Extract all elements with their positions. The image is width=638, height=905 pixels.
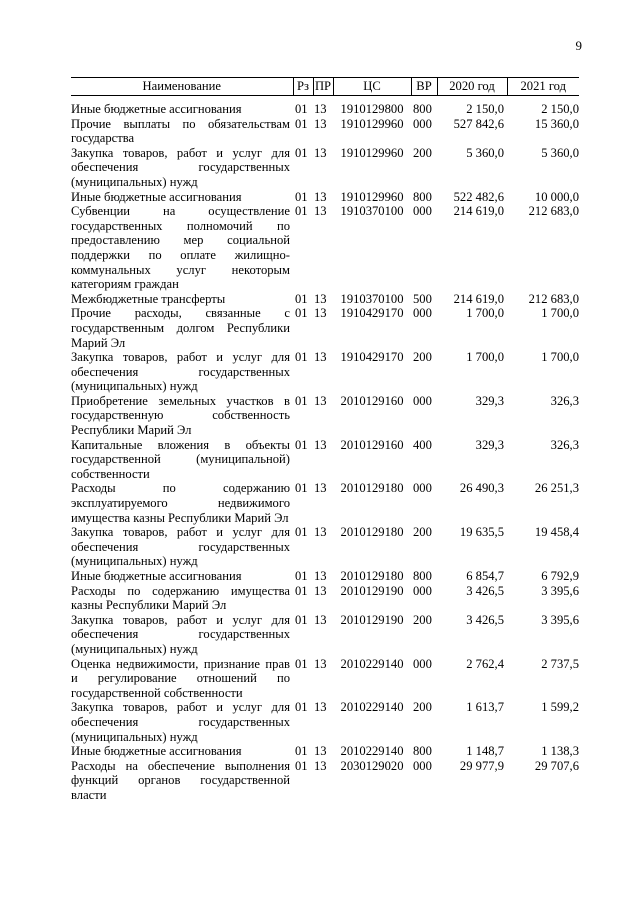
amount-2021-cell: 1 700,0	[541, 350, 579, 365]
cs-cell: 1910429170	[340, 306, 404, 321]
cs-cell: 2010229140	[340, 656, 404, 671]
pr-cell: 13	[314, 569, 327, 583]
table-row	[71, 759, 579, 803]
pr-cell: 13	[314, 612, 327, 627]
pr-cell: 13	[314, 481, 327, 496]
amount-2020-cell: 522 482,6	[453, 189, 504, 204]
cs-cell: 2010129180	[340, 525, 404, 540]
amount-2020-cell: 1 700,0	[466, 306, 504, 321]
pr-cell: 13	[314, 145, 327, 160]
table-row	[71, 190, 579, 205]
amount-2020-cell: 29 977,9	[459, 758, 504, 773]
name-cell: Субвенции на осуществление государственных полномочий по предоставлению мер социальной поддержки по оплате жилищно-коммунальных услуг некоторым категориям граждан	[71, 204, 290, 292]
vr-cell: 800	[413, 189, 432, 204]
table-row	[71, 700, 579, 744]
cs-cell: 1910370100	[340, 291, 404, 306]
table-row	[71, 146, 579, 190]
header-row	[71, 78, 579, 96]
pr-cell: 13	[314, 189, 327, 204]
vr-cell: 800	[413, 744, 432, 759]
name-cell: Иные бюджетные ассигнования	[71, 744, 242, 759]
header-pr: ПР	[313, 78, 333, 96]
vr-cell: 500	[413, 291, 432, 306]
pr-cell: 13	[314, 583, 327, 598]
cs-cell: 1910129960	[340, 116, 404, 131]
cs-cell: 1910429170	[340, 350, 404, 365]
amount-2021-cell: 2 737,5	[541, 656, 579, 671]
amount-2021-cell: 3 395,6	[541, 583, 579, 598]
amount-2020-cell: 1 700,0	[466, 350, 504, 365]
budget-table-container	[71, 77, 579, 803]
pr-cell: 13	[314, 116, 327, 131]
rz-cell: 01	[295, 204, 308, 219]
table-row	[71, 96, 579, 117]
cs-cell: 2010129160	[340, 393, 404, 408]
name-cell: Иные бюджетные ассигнования	[71, 189, 242, 204]
amount-2021-cell: 19 458,4	[534, 525, 579, 540]
pr-cell: 13	[314, 437, 327, 452]
amount-2021-cell: 1 138,3	[541, 744, 579, 759]
vr-cell: 400	[413, 437, 432, 452]
amount-2021-cell: 29 707,6	[534, 758, 579, 773]
rz-cell: 01	[295, 350, 308, 365]
amount-2021-cell: 26 251,3	[534, 481, 579, 496]
rz-cell: 01	[295, 102, 308, 116]
table-row	[71, 438, 579, 482]
pr-cell: 13	[314, 291, 327, 306]
name-cell: Прочие расходы, связанные с государственным долгом Республики Марий Эл	[71, 306, 290, 350]
header-vr: ВР	[411, 78, 437, 96]
table-row	[71, 584, 579, 613]
cs-cell: 2010229140	[340, 744, 404, 759]
name-cell: Приобретение земельных участков в государственную собственность Республики Марий Эл	[71, 393, 290, 438]
name-cell: Закупка товаров, работ и услуг для обеспечения государственных (муниципальных) нужд	[71, 700, 290, 744]
name-cell: Расходы по содержанию имущества казны Республики Марий Эл	[71, 583, 290, 613]
header-cs: ЦС	[333, 78, 411, 96]
header-name: Наименование	[71, 78, 293, 96]
amount-2020-cell: 1 613,7	[466, 700, 504, 715]
name-cell: Иные бюджетные ассигнования	[71, 102, 242, 116]
vr-cell: 000	[413, 306, 432, 321]
pr-cell: 13	[314, 744, 327, 759]
table-body	[71, 96, 579, 803]
vr-cell: 200	[413, 612, 432, 627]
pr-cell: 13	[314, 758, 327, 773]
pr-cell: 13	[314, 393, 327, 408]
amount-2021-cell: 2 150,0	[541, 102, 579, 116]
table-row	[71, 569, 579, 584]
header-year-2020: 2020 год	[437, 78, 507, 96]
budget-table	[71, 77, 579, 803]
pr-cell: 13	[314, 306, 327, 321]
amount-2020-cell: 527 842,6	[453, 116, 504, 131]
amount-2021-cell: 5 360,0	[541, 145, 579, 160]
table-row	[71, 394, 579, 438]
rz-cell: 01	[295, 189, 308, 204]
vr-cell: 000	[413, 758, 432, 773]
rz-cell: 01	[295, 525, 308, 540]
vr-cell: 000	[413, 204, 432, 219]
vr-cell: 200	[413, 525, 432, 540]
amount-2021-cell: 212 683,0	[528, 291, 579, 306]
name-cell: Оценка недвижимости, признание прав и регулирование отношений по государственной собственности	[71, 656, 290, 700]
amount-2021-cell: 326,3	[550, 437, 579, 452]
amount-2020-cell: 3 426,5	[466, 612, 504, 627]
cs-cell: 1910129800	[340, 102, 404, 116]
rz-cell: 01	[295, 393, 308, 408]
table-row	[71, 350, 579, 394]
rz-cell: 01	[295, 612, 308, 627]
amount-2020-cell: 3 426,5	[466, 583, 504, 598]
vr-cell: 200	[413, 145, 432, 160]
pr-cell: 13	[314, 204, 327, 219]
rz-cell: 01	[295, 583, 308, 598]
rz-cell: 01	[295, 306, 308, 321]
pr-cell: 13	[314, 656, 327, 671]
rz-cell: 01	[295, 744, 308, 759]
cs-cell: 1910129960	[340, 145, 404, 160]
table-row	[71, 481, 579, 525]
name-cell: Закупка товаров, работ и услуг для обеспечения государственных (муниципальных) нужд	[71, 612, 290, 656]
table-row	[71, 613, 579, 657]
header-rz: Рз	[293, 78, 313, 96]
amount-2020-cell: 329,3	[475, 437, 504, 452]
name-cell: Расходы по содержанию эксплуатируемого недвижимого имущества казны Республики Марий Эл	[71, 481, 290, 525]
amount-2021-cell: 10 000,0	[534, 189, 579, 204]
vr-cell: 200	[413, 700, 432, 715]
rz-cell: 01	[295, 116, 308, 131]
cs-cell: 2030129020	[340, 758, 404, 773]
amount-2020-cell: 2 150,0	[466, 102, 504, 116]
table-header	[71, 78, 579, 96]
name-cell: Межбюджетные трансферты	[71, 291, 226, 306]
rz-cell: 01	[295, 758, 308, 773]
table-row	[71, 525, 579, 569]
cs-cell: 2010129160	[340, 437, 404, 452]
name-cell: Закупка товаров, работ и услуг для обеспечения государственных (муниципальных) нужд	[71, 145, 290, 189]
table-row	[71, 306, 579, 350]
amount-2021-cell: 1 599,2	[541, 700, 579, 715]
amount-2020-cell: 329,3	[475, 393, 504, 408]
amount-2020-cell: 26 490,3	[459, 481, 504, 496]
vr-cell: 800	[413, 102, 432, 116]
amount-2020-cell: 19 635,5	[459, 525, 504, 540]
cs-cell: 2010129180	[340, 481, 404, 496]
rz-cell: 01	[295, 656, 308, 671]
amount-2021-cell: 212 683,0	[528, 204, 579, 219]
cs-cell: 2010129180	[340, 569, 404, 583]
cs-cell: 1910129960	[340, 189, 404, 204]
cs-cell: 2010229140	[340, 700, 404, 715]
pr-cell: 13	[314, 525, 327, 540]
amount-2021-cell: 15 360,0	[534, 116, 579, 131]
amount-2020-cell: 2 762,4	[466, 656, 504, 671]
amount-2021-cell: 6 792,9	[541, 569, 579, 583]
amount-2020-cell: 1 148,7	[466, 744, 504, 759]
name-cell: Капитальные вложения в объекты государственной (муниципальной) собственности	[71, 437, 290, 481]
vr-cell: 000	[413, 116, 432, 131]
table-row	[71, 117, 579, 146]
pr-cell: 13	[314, 102, 327, 116]
cs-cell: 2010129190	[340, 612, 404, 627]
rz-cell: 01	[295, 700, 308, 715]
vr-cell: 000	[413, 481, 432, 496]
amount-2021-cell: 3 395,6	[541, 612, 579, 627]
table-row	[71, 204, 579, 292]
vr-cell: 000	[413, 393, 432, 408]
name-cell: Закупка товаров, работ и услуг для обеспечения государственных (муниципальных) нужд	[71, 525, 290, 569]
cs-cell: 2010129190	[340, 583, 404, 598]
rz-cell: 01	[295, 291, 308, 306]
name-cell: Расходы на обеспечение выполнения функций органов государственной власти	[71, 758, 290, 802]
amount-2020-cell: 214 619,0	[453, 291, 504, 306]
rz-cell: 01	[295, 481, 308, 496]
vr-cell: 000	[413, 583, 432, 598]
pr-cell: 13	[314, 350, 327, 365]
header-year-2021: 2021 год	[507, 78, 579, 96]
name-cell: Закупка товаров, работ и услуг для обеспечения государственных (муниципальных) нужд	[71, 350, 290, 394]
name-cell: Иные бюджетные ассигнования	[71, 569, 242, 583]
amount-2020-cell: 214 619,0	[453, 204, 504, 219]
rz-cell: 01	[295, 437, 308, 452]
table-row	[71, 292, 579, 307]
page-number: 9	[575, 38, 582, 53]
rz-cell: 01	[295, 569, 308, 583]
rz-cell: 01	[295, 145, 308, 160]
pr-cell: 13	[314, 700, 327, 715]
name-cell: Прочие выплаты по обязательствам государства	[71, 116, 290, 146]
table-row	[71, 657, 579, 701]
amount-2020-cell: 6 854,7	[466, 569, 504, 583]
vr-cell: 000	[413, 656, 432, 671]
amount-2021-cell: 326,3	[550, 393, 579, 408]
cs-cell: 1910370100	[340, 204, 404, 219]
table-row	[71, 744, 579, 759]
vr-cell: 800	[413, 569, 432, 583]
vr-cell: 200	[413, 350, 432, 365]
amount-2021-cell: 1 700,0	[541, 306, 579, 321]
amount-2020-cell: 5 360,0	[466, 145, 504, 160]
